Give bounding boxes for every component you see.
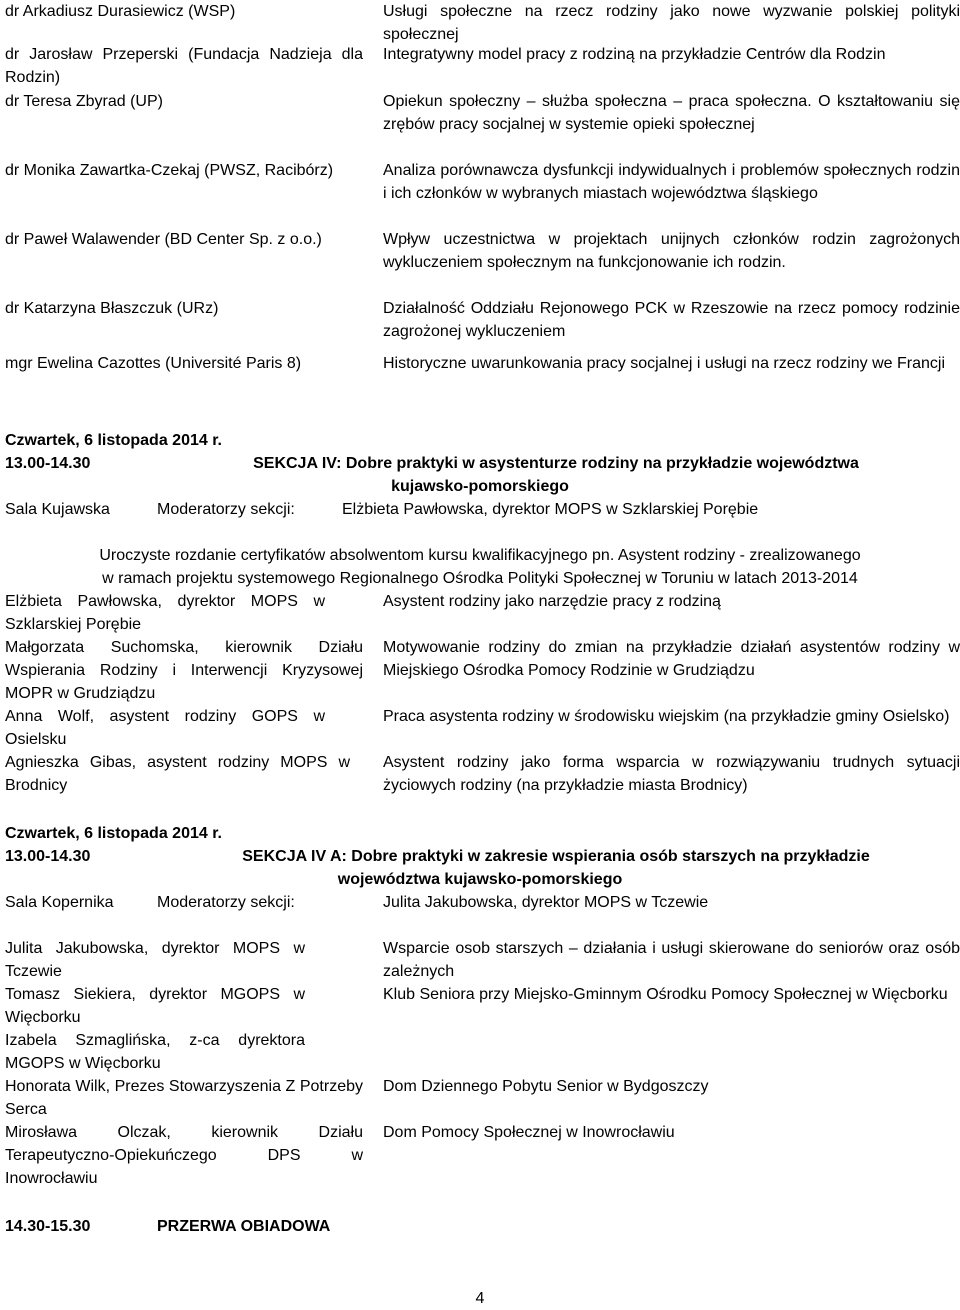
speaker-name: Izabela Szmaglińska, z-ca dyrektora MGOPS w Więcborku	[5, 1032, 305, 1072]
session-title: SEKCJA IV: Dobre praktyki w asystenturze rodziny na przykładzie województwa	[253, 455, 859, 472]
talk-title: Opiekun społeczny – służba społeczna – praca społeczna. O kształtowaniu się zrębów pracy socjalnej w systemie opieki społecznej	[383, 93, 960, 133]
moderators: Julita Jakubowska, dyrektor MOPS w Tczewie	[383, 894, 709, 911]
break-label: PRZERWA OBIADOWA	[157, 1218, 331, 1235]
speaker-name: Anna Wolf, asystent rodziny GOPS w Osielsku	[5, 708, 325, 748]
talk-title: Dom Dziennego Pobytu Senior w Bydgoszczy	[383, 1078, 709, 1095]
session-title-cont: kujawsko-pomorskiego	[391, 478, 569, 495]
talk-title: Analiza porównawcza dysfunkcji indywidualnych i problemów społecznych rodzin i ich członków w wybranych miastach województwa śląskiego	[383, 162, 960, 202]
moderators-label: Moderatorzy sekcji:	[157, 894, 295, 911]
moderators: Elżbieta Pawłowska, dyrektor MOPS w Szklarskiej Porębie	[342, 501, 759, 518]
session-time: 13.00-14.30	[5, 455, 91, 472]
talk-title: Praca asystenta rodziny w środowisku wiejskim (na przykładzie gminy Osielsko)	[383, 708, 950, 725]
talk-title: Asystent rodziny jako narzędzie pracy z rodziną	[383, 593, 721, 610]
talk-title: Usługi społeczne na rzecz rodziny jako nowe wyzwanie polskiej polityki społecznej	[383, 3, 960, 43]
room-name: Sala Kujawska	[5, 501, 110, 518]
speaker-name: Tomasz Siekiera, dyrektor MGOPS w Więcborku	[5, 986, 305, 1026]
note-line: w ramach projektu systemowego Regionalnego Ośrodka Polityki Społecznej w Toruniu w latach 2013-2014	[102, 570, 858, 587]
speaker-name: Agnieszka Gibas, asystent rodziny MOPS w Brodnicy	[5, 754, 350, 794]
speaker-name: dr Paweł Walawender (BD Center Sp. z o.o.)	[5, 231, 322, 248]
speaker-name: Małgorzata Suchomska, kierownik Działu Wspierania Rodziny i Interwencji Kryzysowej MOPR w Grudziądzu	[5, 639, 363, 702]
speaker-name: mgr Ewelina Cazottes (Université Paris 8)	[5, 355, 302, 372]
room-name: Sala Kopernika	[5, 894, 114, 911]
speaker-name: Julita Jakubowska, dyrektor MOPS w Tczewie	[5, 940, 305, 980]
session-day: Czwartek, 6 listopada 2014 r.	[5, 432, 222, 449]
speaker-name: dr Arkadiusz Durasiewicz (WSP)	[5, 3, 236, 20]
note-line: Uroczyste rozdanie certyfikatów absolwentom kursu kwalifikacyjnego pn. Asystent rodziny - zrealizowanego	[99, 547, 861, 564]
talk-title: Wsparcie osob starszych – działania i usługi skierowane do seniorów oraz osób zależnych	[383, 940, 960, 980]
talk-title: Asystent rodziny jako forma wsparcia w rozwiązywaniu trudnych sytuacji życiowych rodziny (na przykładzie miasta Brodnicy)	[383, 754, 960, 794]
speaker-name: dr Monika Zawartka-Czekaj (PWSZ, Racibórz)	[5, 162, 334, 179]
session-title: SEKCJA IV A: Dobre praktyki w zakresie wspierania osób starszych na przykładzie	[242, 848, 870, 865]
speaker-name: Mirosława Olczak, kierownik Działu Terapeutyczno-Opiekuńczego DPS w Inowrocławiu	[5, 1124, 363, 1187]
moderators-label: Moderatorzy sekcji:	[157, 501, 295, 518]
talk-title: Dom Pomocy Społecznej w Inowrocławiu	[383, 1124, 675, 1141]
talk-title: Historyczne uwarunkowania pracy socjalnej i usługi na rzecz rodziny we Francji	[383, 355, 946, 372]
session-day: Czwartek, 6 listopada 2014 r.	[5, 825, 222, 842]
speaker-name: dr Katarzyna Błaszczuk (URz)	[5, 300, 219, 317]
talk-title: Motywowanie rodziny do zmian na przykładzie działań asystentów rodziny w Miejskiego Ośrodka Pomocy Rodzinie w Grudziądzu	[383, 639, 960, 679]
speaker-name: Honorata Wilk, Prezes Stowarzyszenia Z Potrzeby Serca	[5, 1078, 363, 1118]
talk-title: Działalność Oddziału Rejonowego PCK w Rzeszowie na rzecz pomocy rodzinie zagrożonej wykluczeniem	[383, 300, 960, 340]
speaker-name: Elżbieta Pawłowska, dyrektor MOPS w Szklarskiej Porębie	[5, 593, 325, 633]
break-time: 14.30-15.30	[5, 1218, 91, 1235]
lunch-break	[5, 1215, 955, 1238]
session-title-cont: województwa kujawsko-pomorskiego	[337, 871, 623, 888]
talk-title: Klub Seniora przy Miejsko-Gminnym Ośrodku Pomocy Społecznej w Więcborku	[383, 986, 948, 1003]
talk-title: Integratywny model pracy z rodziną na przykładzie Centrów dla Rodzin	[383, 46, 886, 63]
session-time: 13.00-14.30	[5, 848, 91, 865]
speaker-name: dr Jarosław Przeperski (Fundacja Nadzieja dla Rodzin)	[5, 46, 363, 86]
page-number: 4	[475, 1290, 485, 1307]
speaker-name: dr Teresa Zbyrad (UP)	[5, 93, 163, 110]
talk-title: Wpływ uczestnictwa w projektach unijnych członków rodzin zagrożonych wykluczeniem społecznym na funkcjonowanie ich rodzin.	[383, 231, 960, 271]
